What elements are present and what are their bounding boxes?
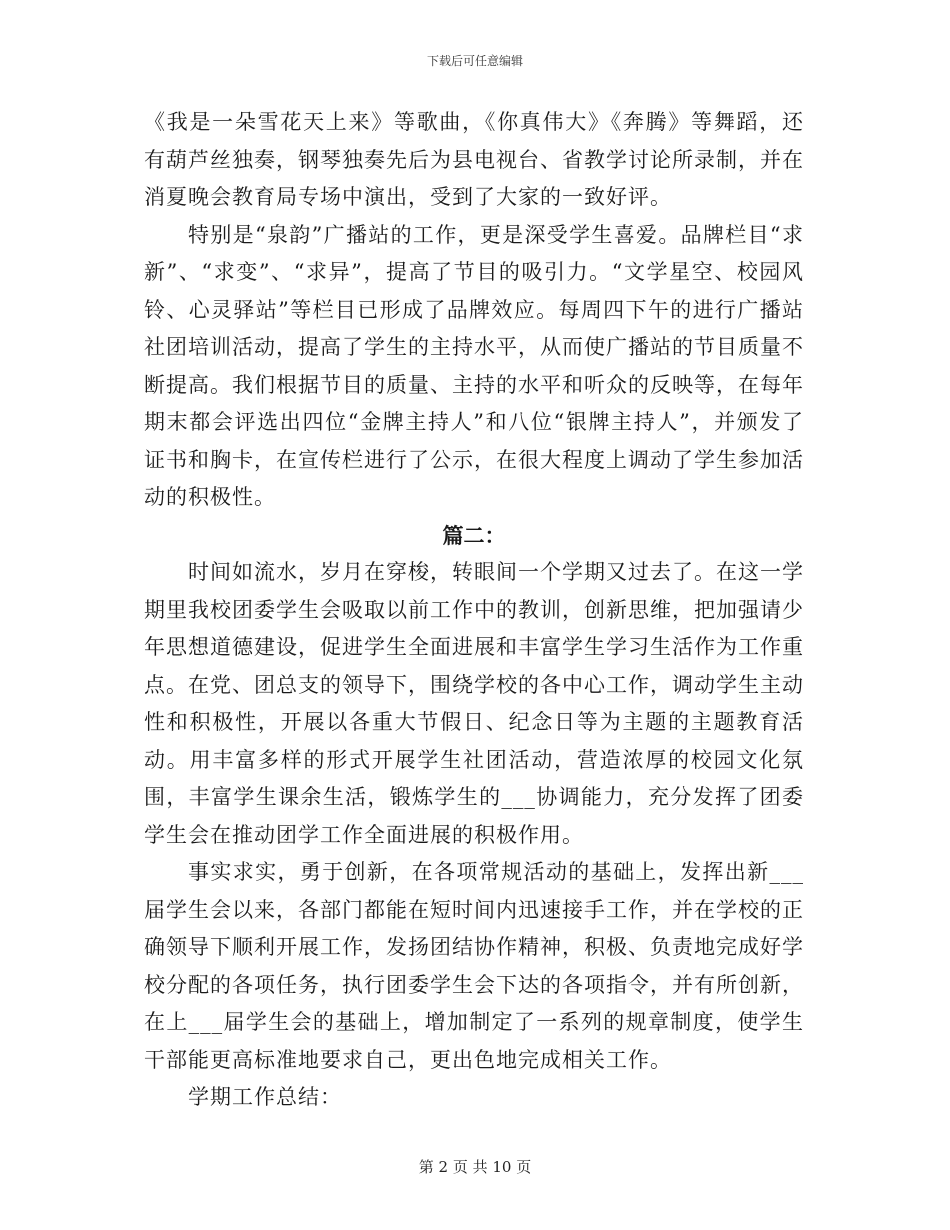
- paragraph-continued: 《我是一朵雪花天上来》等歌曲，《你真伟大》《奔腾》等舞蹈，还有葫芦丝独奏，钢琴独奏先后为县电视台、省教学讨论所录制，并在消夏晚会教育局专场中演出，受到了大家的一致好评。: [144, 110, 804, 209]
- paragraph-innovation: 事实求实，勇于创新，在各项常规活动的基础上，发挥出新___届学生会以来，各部门都能在短时间内迅速接手工作，并在学校的正确领导下顺利开展工作，发扬团结协作精神，积极、负责地完成好学校分配的各项任务，执行团委学生会下达的各项指令，并有所创新，在上___届学生会的基础上，增加制定了一系列的规章制度，使学生干部能更高标准地要求自己，更出色地完成相关工作。: [144, 860, 804, 1072]
- paragraph-summary-heading: 学期工作总结：: [188, 1085, 342, 1109]
- page-footer: 第 2 页 共 10 页: [418, 1158, 532, 1176]
- paragraph-semester-intro: 时间如流水，岁月在穿梭，转眼间一个学期又过去了。在这一学期里我校团委学生会吸取以前工作中的教训，创新思维，把加强请少年思想道德建设，促进学生全面进展和丰富学生学习生活作为工作重点。在党、团总支的领导下，围绕学校的各中心工作，调动学生主动性和积极性，开展以各重大节假日、纪念日等为主题的主题教育活动。用丰富多样的形式开展学生社团活动，营造浓厚的校园文化氛围，丰富学生课余生活，锻炼学生的___协调能力，充分发挥了团委学生会在推动团学工作全面进展的积极作用。: [144, 560, 804, 847]
- paragraph-broadcast-station: 特别是“泉韵”广播站的工作，更是深受学生喜爱。品牌栏目“求新”、“求变”、“求异”，提高了节目的吸引力。“文学星空、校园风铃、心灵驿站”等栏目已形成了品牌效应。每周四下午的进行广播站社团培训活动，提高了学生的主持水平，从而使广播站的节目质量不断提高。我们根据节目的质量、主持的水平和听众的反映等，在每年期末都会评选出四位“金牌主持人”和八位“银牌主持人”，并颁发了证书和胸卡，在宣传栏进行了公示，在很大程度上调动了学生参加活动的积极性。: [144, 222, 804, 509]
- section-title: 篇二：: [442, 522, 506, 548]
- page-header: 下载后可任意编辑: [426, 54, 523, 68]
- document-body: [144, 104, 804, 1117]
